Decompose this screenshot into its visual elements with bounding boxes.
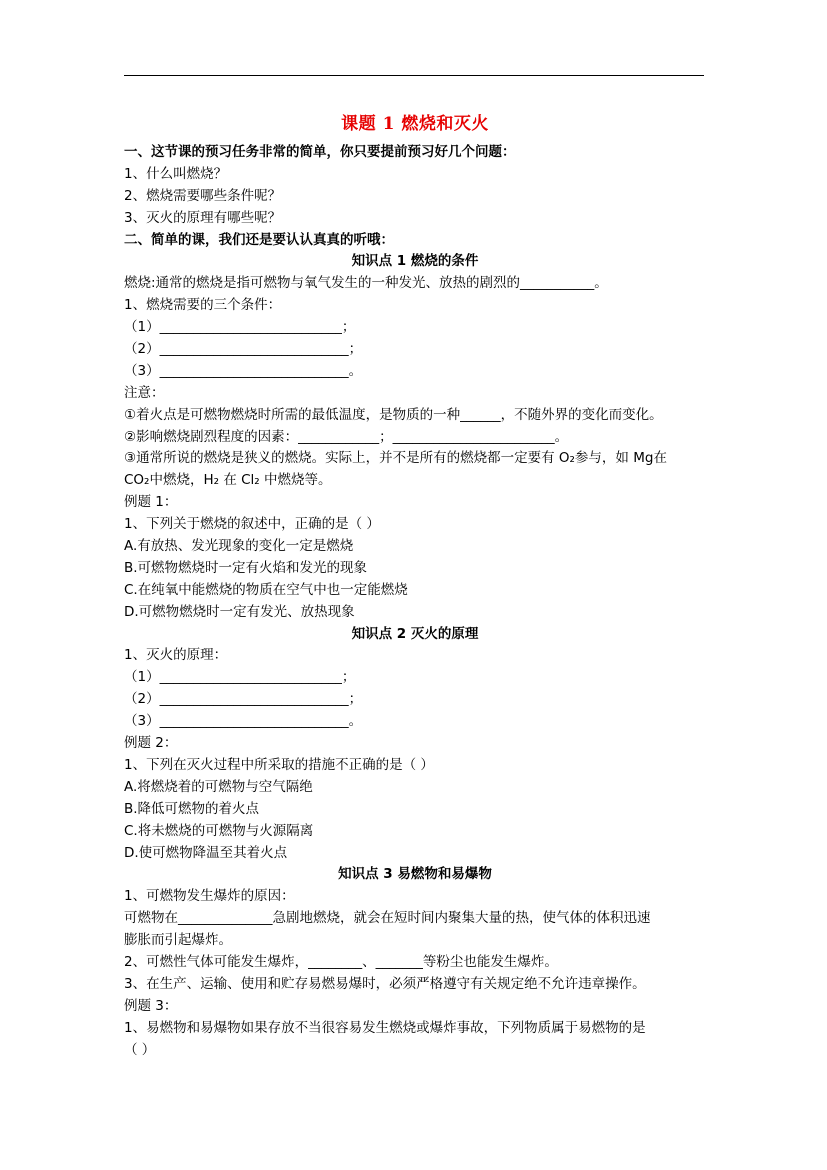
kp3-cause-text: 可燃物在______________急剧地燃烧，就会在短时间内聚集大量的热，使气体的体积迅速 — [124, 910, 651, 927]
kp1-definition: 燃烧:通常的燃烧是指可燃物与氧气发生的一种发光、放热的剧烈的___________。 — [124, 275, 608, 292]
example3-question: 1、易燃物和易爆物如果存放不当很容易发生燃烧或爆炸事故，下列物质属于易燃物的是 — [124, 1019, 646, 1036]
kp3-cause-title: 1、可燃物发生爆炸的原因： — [124, 888, 295, 905]
kp1-condition-blank: （2）____________________________； — [124, 341, 363, 358]
kp1-note: ②影响燃烧剧烈程度的因素：____________；________________________。 — [124, 428, 569, 445]
kp1-condition-blank: （1）___________________________； — [124, 319, 356, 336]
example1-title: 例题 1： — [124, 494, 178, 511]
example2-title: 例题 2： — [124, 735, 178, 752]
example2-option: D.使可燃物降温至其着火点 — [124, 844, 288, 861]
example3-question: （ ） — [124, 1041, 156, 1058]
example2-option: C.将未燃烧的可燃物与火源隔离 — [124, 822, 314, 839]
kp1-note: CO₂中燃烧，H₂ 在 Cl₂ 中燃烧等。 — [124, 472, 332, 489]
header-rule — [124, 75, 704, 76]
kp1-heading: 知识点 1 燃烧的条件 — [351, 253, 479, 270]
kp3-cause-text: 膨胀而引起爆炸。 — [124, 932, 232, 949]
example1-question: 1、下列关于燃烧的叙述中，正确的是（ ） — [124, 516, 380, 533]
example2-question: 1、下列在灭火过程中所采取的措施不正确的是（ ） — [124, 756, 434, 773]
kp2-principle-blank: （1）___________________________； — [124, 669, 356, 686]
preview-question: 2、燃烧需要哪些条件呢？ — [124, 187, 282, 204]
kp2-heading: 知识点 2 灭火的原理 — [351, 625, 479, 642]
kp1-note: ③通常所说的燃烧是狭义的燃烧。实际上，并不是所有的燃烧都一定要有 O₂参与，如 Mg在 — [124, 450, 667, 467]
example1-option: A.有放热、发光现象的变化一定是燃烧 — [124, 538, 354, 555]
section2-heading: 二、简单的课，我们还是要认认真真的听哦： — [124, 231, 394, 248]
preview-question: 1、什么叫燃烧？ — [124, 165, 228, 182]
kp1-note: ①着火点是可燃物燃烧时所需的最低温度，是物质的一种______，不随外界的变化而变化。 — [124, 406, 663, 423]
kp1-conditions-title: 1、燃烧需要的三个条件： — [124, 297, 282, 314]
kp1-condition-blank: （3）____________________________。 — [124, 362, 363, 379]
kp3-heading: 知识点 3 易燃物和易爆物 — [338, 866, 492, 883]
document-body — [124, 110, 706, 1061]
kp1-note-title: 注意： — [124, 384, 165, 401]
example1-option: D.可燃物燃烧时一定有发光、放热现象 — [124, 603, 355, 620]
example2-option: A.将燃烧着的可燃物与空气隔绝 — [124, 778, 313, 795]
example3-title: 例题 3： — [124, 997, 178, 1014]
section1-heading: 一、这节课的预习任务非常的简单，你只要提前预习好几个问题： — [124, 144, 516, 160]
kp3-item: 3、在生产、运输、使用和贮存易燃易爆时，必须严格遵守有关规定绝不允许违章操作。 — [124, 975, 646, 992]
kp2-principle-blank: （3）____________________________。 — [124, 713, 363, 730]
kp2-principle-title: 1、灭火的原理： — [124, 647, 228, 664]
example2-option: B.降低可燃物的着火点 — [124, 800, 260, 817]
example1-option: C.在纯氧中能燃烧的物质在空气中也一定能燃烧 — [124, 581, 408, 598]
kp2-principle-blank: （2）____________________________； — [124, 691, 363, 708]
example1-option: B.可燃物燃烧时一定有火焰和发光的现象 — [124, 559, 368, 576]
preview-question: 3、灭火的原理有哪些呢？ — [124, 209, 282, 226]
lesson-title: 课题 1 燃烧和灭火 — [341, 114, 489, 134]
kp3-item: 2、可燃性气体可能发生爆炸，________、_______等粉尘也能发生爆炸。 — [124, 953, 558, 970]
